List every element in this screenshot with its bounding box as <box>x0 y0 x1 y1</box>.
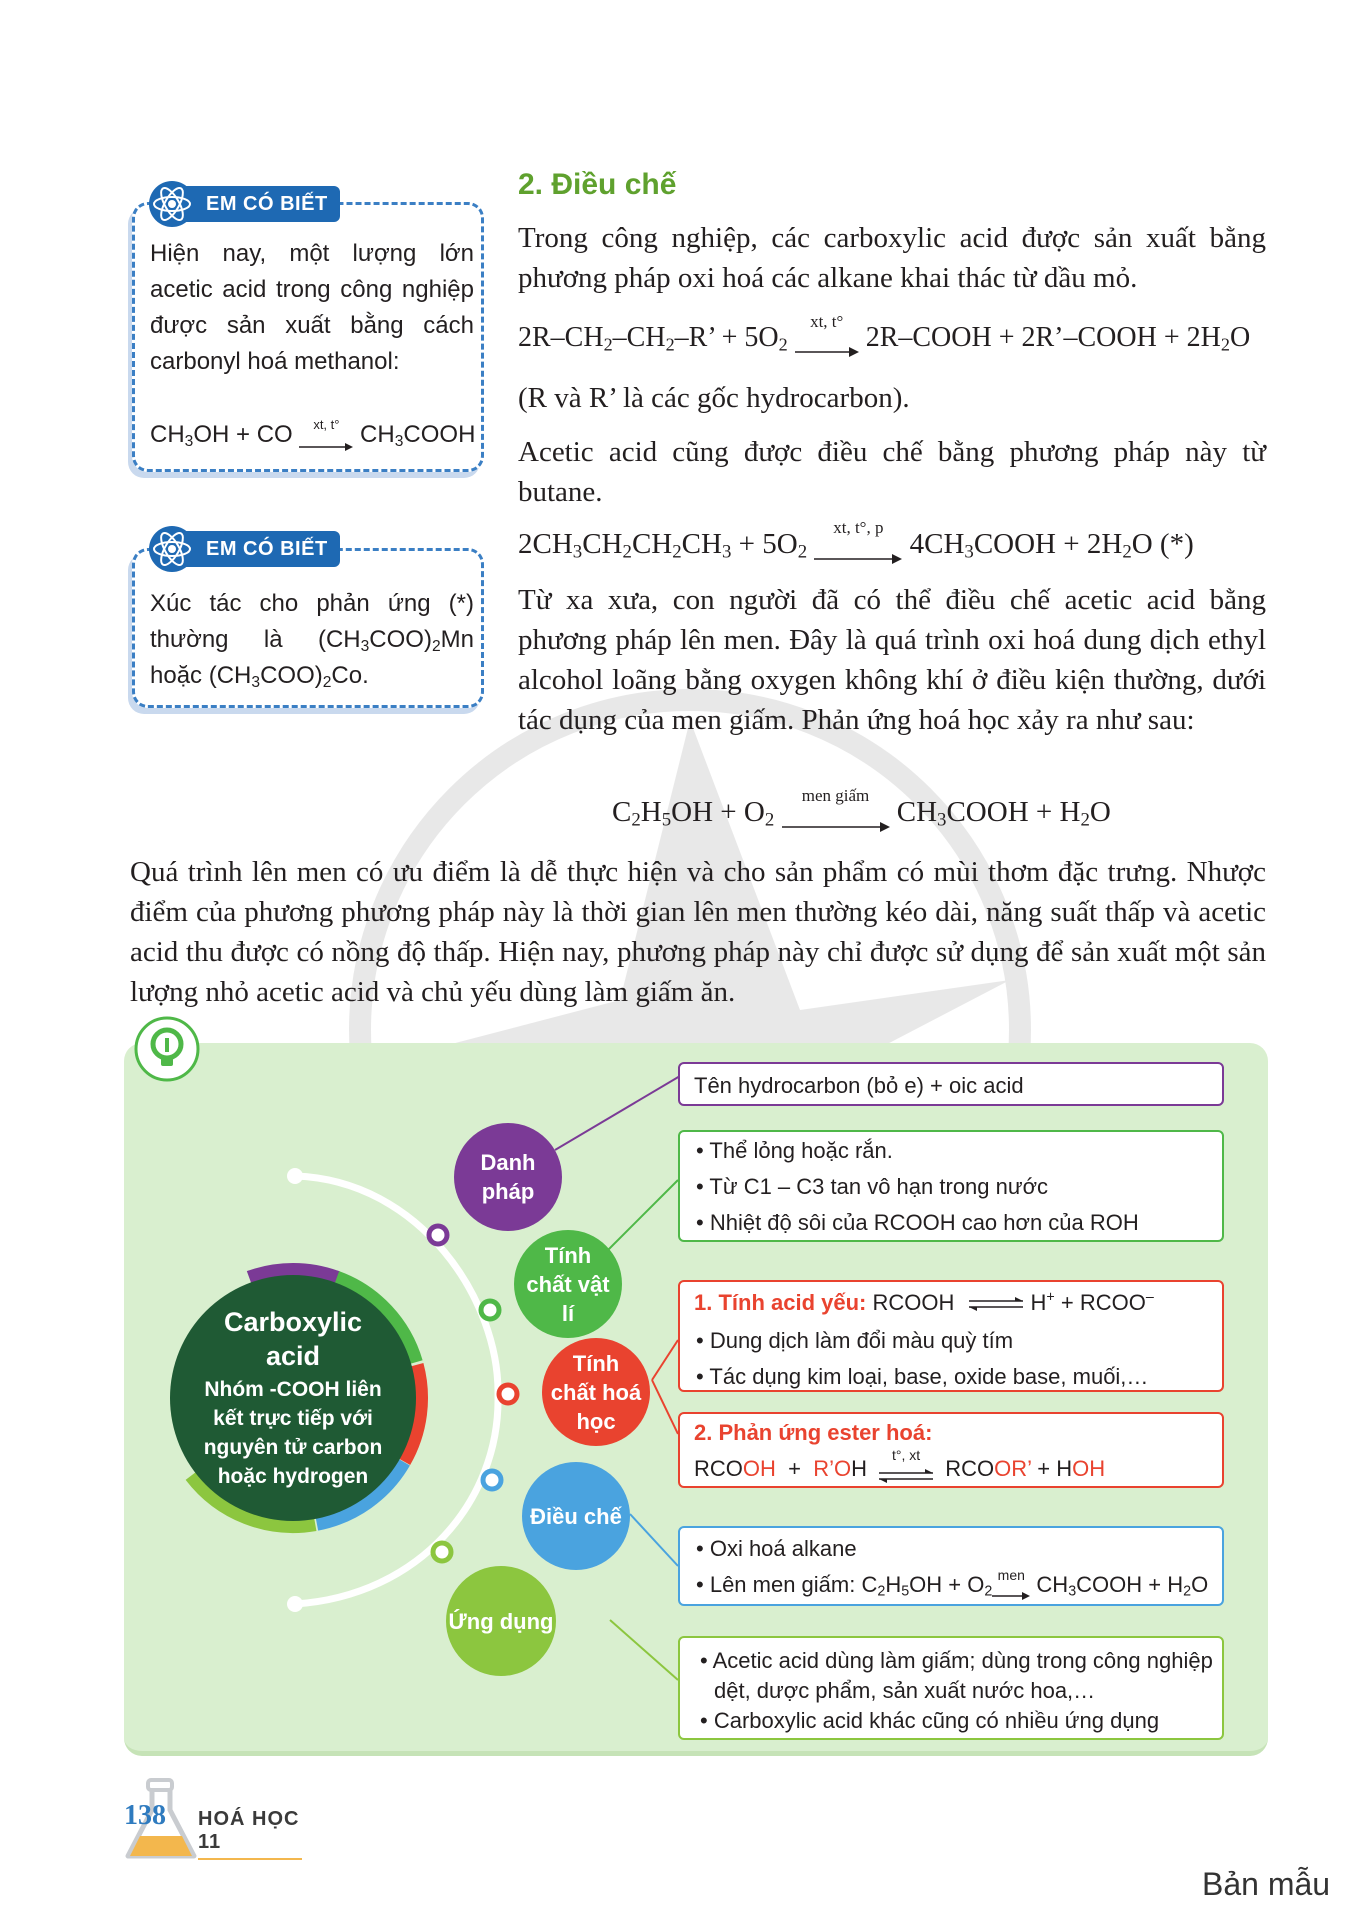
prep-item: Oxi hoá alkane <box>709 1536 857 1561</box>
arrow-condition: men giấm <box>801 786 870 806</box>
sample-label: Bản mẫu <box>1202 1866 1331 1902</box>
arrow-condition: xt, t° <box>810 311 844 331</box>
node-application: Ứng dụng <box>446 1566 556 1676</box>
info-badge-2-label: EM CÓ BIẾT <box>206 538 328 560</box>
node-preparation: Điều chế <box>522 1462 630 1570</box>
leaf-acid: 1. Tính acid yếu: RCOOH H+ + RCOO– • Dung dịch làm đổi màu quỳ tím • Tác dụng kim loại, base, oxide base, muối,… <box>678 1280 1224 1392</box>
page-number: 138 <box>124 1800 166 1831</box>
physical-item: Từ C1 – C3 tan vô hạn trong nước <box>709 1174 1049 1199</box>
leaf-physical: • Thể lỏng hoặc rắn. • Từ C1 – C3 tan vô hạn trong nước • Nhiệt độ sôi của RCOOH cao hơn của ROH <box>678 1130 1224 1242</box>
node-nomenclature: Danh pháp <box>454 1123 562 1231</box>
acid-title: 1. Tính acid yếu: <box>694 1290 867 1315</box>
leaf-nomenclature <box>678 1062 1224 1106</box>
equation-1: $2R-CH_2-CH_2-R$’ + $5O_2$ xt, t° 2R–COOH + 2R’–COOH + $2H_2O$ <box>518 322 1250 354</box>
center-title: Carboxylic acid <box>223 1307 363 1371</box>
ester-title: 2. Phản ứng ester hoá: <box>694 1420 933 1445</box>
nomenclature-rule: Tên hydrocarbon (bỏ e) + oic acid <box>694 1073 1024 1098</box>
equation-3: $C_2H_5OH + O_2$ men giấm $CH_3COOH + H_2O$ <box>612 786 1111 831</box>
leaf-application: • Acetic acid dùng làm giấm; dùng trong công nghiệp dệt, dược phẩm, sản xuất nước hoa,… • Carboxylic acid khác cũng có nhiều ứng dụng <box>678 1636 1224 1740</box>
equilibrium-arrow <box>967 1297 1025 1311</box>
paragraph-1: Trong công nghiệp, các carboxylic acid được sản xuất bằng phương pháp oxi hoá các alkane khai thác từ dầu mỏ. <box>518 222 1266 294</box>
paragraph-5: Quá trình lên men có ưu điểm là dễ thực hiện và cho sản phẩm có mùi thơm đặc trưng. Nhược điểm của phương phương pháp này là thời gian lên men thường kéo dài, năng suất thấp và acetic acid thu được có nồng độ thấp. Hiện nay, phương pháp này chỉ được sử dụng để sản xuất một sản lượng nhỏ acetic acid và chủ yếu dùng làm giấm ăn. <box>130 856 1266 1008</box>
acid-item: Dung dịch làm đổi màu quỳ tím <box>709 1328 1014 1353</box>
center-subtitle: Nhóm -COOH liên kết trực tiếp với nguyên tử carbon hoặc hydrogen <box>203 1378 383 1488</box>
paragraph-2: (R và R’ là các gốc hydrocarbon). <box>518 382 910 414</box>
physical-item: Thể lỏng hoặc rắn. <box>709 1138 893 1163</box>
arrow-condition: xt, t°, p <box>833 518 884 538</box>
leaf-ester <box>678 1412 1224 1488</box>
info-box-2-text-start: Xúc tác cho phản ứng (*) thường là <box>150 590 474 653</box>
app-item: Carboxylic acid khác cũng có nhiều ứng dụng <box>713 1708 1160 1733</box>
equation-2: $2CH_3CH_2CH_2CH_3 + 5O_2$ xt, t°, p $4CH_3COOH + 2H_2O$ (*) <box>518 518 1194 563</box>
node-chemical: Tính chất hoá học <box>542 1338 650 1446</box>
physical-item: Nhiệt độ sôi của RCOOH cao hơn của ROH <box>709 1210 1139 1235</box>
info-box-1-equation: $CH_3OH$ + CO xt, t° $CH_3COOH$ <box>150 416 476 450</box>
info-box-1-text: Hiện nay, một lượng lớn acetic acid trong công nghiệp được sản xuất bằng cách carbonyl hoá methanol: <box>150 240 474 375</box>
prep-item: Lên men giấm: <box>709 1572 856 1597</box>
app-item: Acetic acid dùng làm giấm; dùng trong công nghiệp dệt, dược phẩm, sản xuất nước hoa,… <box>712 1648 1213 1703</box>
arrow-condition: men <box>997 1567 1025 1584</box>
section-heading: 2. Điều chế <box>518 168 677 201</box>
paragraph-3: Acetic acid cũng được điều chế bằng phương pháp này từ butane. <box>518 436 1266 508</box>
info-badge-1-label: EM CÓ BIẾT <box>206 193 328 215</box>
book-title: HOÁ HỌC 11 <box>198 1808 302 1860</box>
arrow-condition: t°, xt <box>891 1447 921 1464</box>
ester-equation: RCOOH + R’OH t°, xt RCOOR’ + HOH <box>694 1456 1105 1482</box>
paragraph-4: Từ xa xưa, con người đã có thể điều chế acetic acid bằng phương pháp lên men. Đây là quá trình oxi hoá dung dịch ethyl alcohol loãng bằng oxygen không khí ở điều kiện thường, dưới tác dụng của men giấm. Phản ứng hoá học xảy ra như sau: <box>518 584 1266 736</box>
leaf-preparation: • Oxi hoá alkane • Lên men giấm: $C_2H_5OH + O_2$ men $CH_3COOH + H_2O$ <box>678 1526 1224 1606</box>
node-physical: Tính chất vật lí <box>514 1230 622 1338</box>
arrow-condition: xt, t° <box>313 416 340 432</box>
center-node <box>170 1275 416 1521</box>
info-box-2-text: Xúc tác cho phản ứng (*) thường là $(CH_3COO)_2Mn$ hoặc $(CH_3COO)_2Co$. <box>150 590 474 691</box>
acid-item: Tác dụng kim loại, base, oxide base, muối,… <box>709 1364 1149 1389</box>
